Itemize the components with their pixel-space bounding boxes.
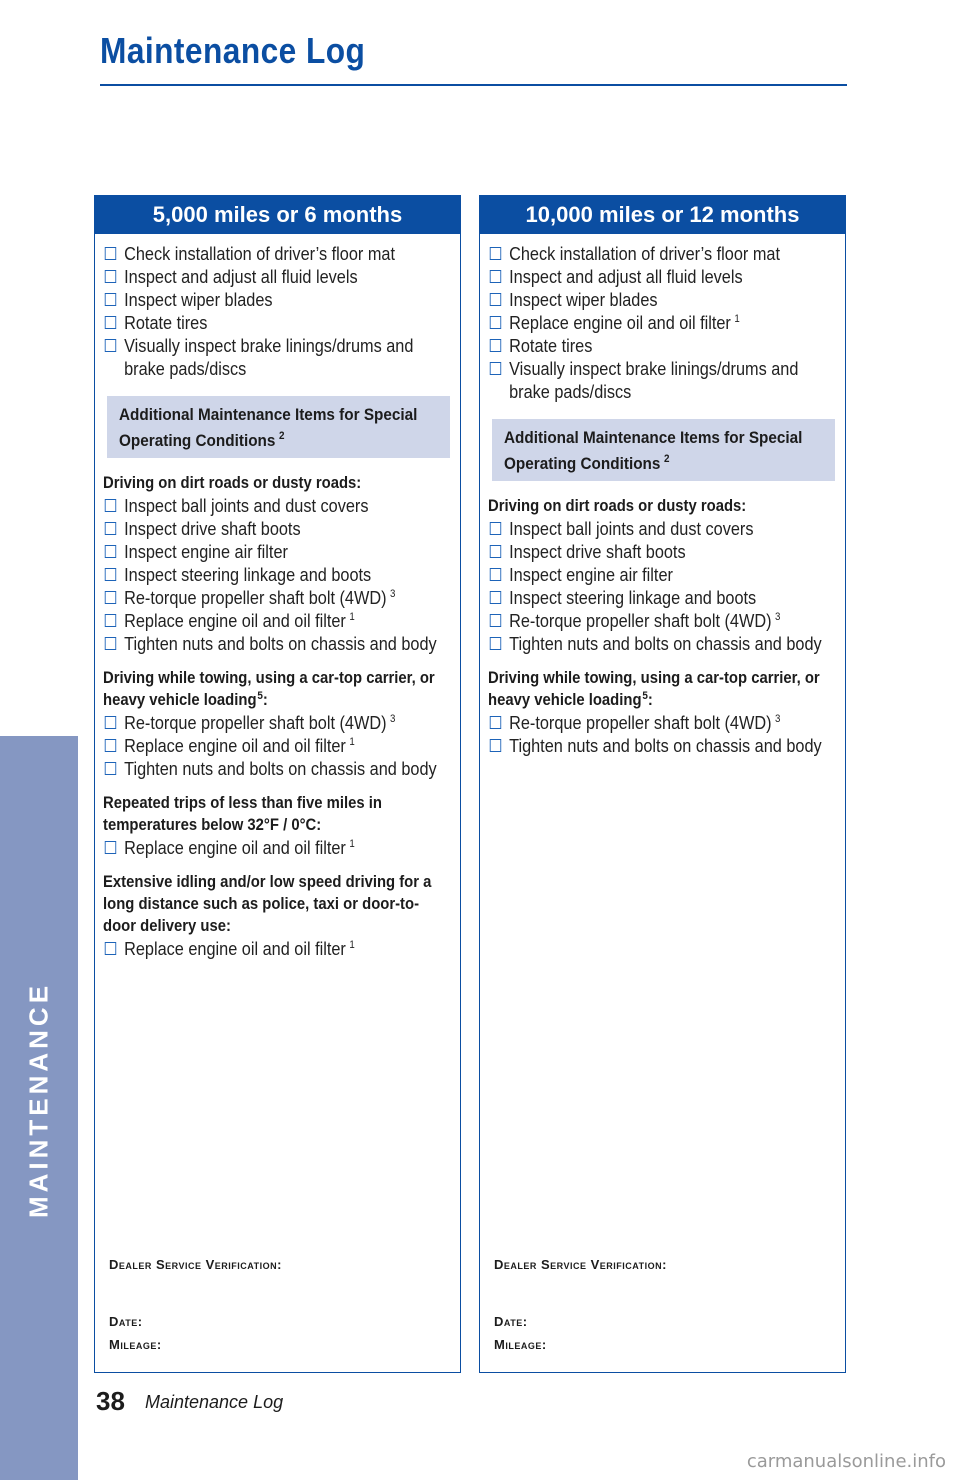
checklist-item[interactable] — [488, 711, 835, 734]
item-text-value: Tighten nuts and bolts on chassis and body — [509, 735, 822, 756]
checklist-item-label — [509, 563, 835, 586]
special-conditions-title — [119, 402, 438, 454]
footnote-ref: 1 — [349, 610, 355, 623]
checklist-item[interactable] — [488, 311, 835, 334]
condition-title: Driving while towing, using a car-top carrier, or heavy vehicle loading — [488, 669, 820, 709]
footnote-ref: 3 — [390, 712, 396, 725]
checklist-item[interactable] — [103, 632, 450, 655]
condition-heading — [103, 472, 452, 494]
item-text-value: Inspect and adjust all fluid levels — [124, 266, 358, 287]
checklist-item[interactable] — [103, 609, 450, 632]
checklist-item-label — [124, 265, 450, 288]
dealer-service-verification-label: Dealer Service Verification: — [494, 1257, 667, 1272]
title-rule — [100, 84, 847, 86]
footnote-ref: 1 — [349, 837, 355, 850]
footnote-ref: 5 — [642, 689, 648, 702]
checklist-item[interactable] — [103, 540, 450, 563]
condition-title: Extensive idling and/or low speed driving for a long distance such as police, taxi or door-to-door delivery use: — [103, 873, 432, 935]
checklist-item[interactable] — [103, 734, 450, 757]
checklist-item-label — [124, 711, 450, 734]
checklist-item-label — [509, 288, 835, 311]
checkbox-icon[interactable] — [490, 270, 501, 283]
checkbox-icon[interactable] — [105, 591, 116, 604]
item-text-value: Tighten nuts and bolts on chassis and body — [124, 758, 437, 779]
item-text-value: Visually inspect brake linings/drums and brake pads/discs — [509, 358, 799, 402]
checkbox-icon[interactable] — [490, 339, 501, 352]
checkbox-icon[interactable] — [105, 499, 116, 512]
item-text-value: Check installation of driver’s floor mat — [509, 243, 780, 264]
special-title-text: Additional Maintenance Items for Special Operating Conditions — [119, 405, 418, 450]
footnote-ref: 3 — [775, 712, 781, 725]
checklist-item[interactable] — [488, 609, 835, 632]
checklist-item-label — [124, 836, 450, 859]
condition-title-suffix: : — [647, 691, 653, 709]
item-text-value: Re-torque propeller shaft bolt (4WD) — [509, 610, 772, 631]
checklist-item-label — [509, 265, 835, 288]
checklist-item[interactable] — [488, 632, 835, 655]
item-text-value: Replace engine oil and oil filter — [124, 735, 346, 756]
item-text-value: Re-torque propeller shaft bolt (4WD) — [509, 712, 772, 733]
checklist-item-label — [124, 517, 450, 540]
page-title: Maintenance Log — [100, 30, 366, 71]
checklist-item[interactable] — [103, 311, 450, 334]
checklist-item[interactable] — [488, 540, 835, 563]
checkbox-icon[interactable] — [105, 637, 116, 650]
item-text-value: Replace engine oil and oil filter — [124, 837, 346, 858]
footer-label: Maintenance Log — [145, 1392, 284, 1412]
checklist-item[interactable] — [488, 288, 835, 311]
dealer-service-verification-label: Dealer Service Verification: — [109, 1257, 282, 1272]
checklist-item-label — [124, 609, 450, 632]
checklist-item-label — [124, 288, 450, 311]
special-conditions-title — [504, 425, 823, 477]
condition-title-suffix: : — [262, 691, 268, 709]
item-text-value: Inspect ball joints and dust covers — [509, 518, 754, 539]
condition-heading — [103, 667, 452, 711]
item-text-value: Replace engine oil and oil filter — [509, 312, 731, 333]
dealer-verification — [109, 1257, 282, 1352]
side-tab-label: MAINTENANCE — [23, 981, 54, 1219]
checklist-item-label — [124, 632, 450, 655]
checklist-item[interactable] — [103, 711, 450, 734]
date-label: Date: — [494, 1314, 528, 1329]
footnote-ref: 1 — [734, 312, 740, 325]
checklist-item-label — [124, 242, 450, 265]
condition-title: Driving on dirt roads or dusty roads: — [488, 497, 747, 515]
item-text-value: Tighten nuts and bolts on chassis and body — [509, 633, 822, 654]
checkbox-icon[interactable] — [490, 591, 501, 604]
checklist-item-label — [124, 734, 450, 757]
checklist-item-label — [124, 334, 450, 380]
special-title-text: Additional Maintenance Items for Special Operating Conditions — [504, 428, 803, 473]
checkbox-icon[interactable] — [105, 545, 116, 558]
checklist-item[interactable] — [103, 563, 450, 586]
checklist-item-label — [509, 632, 835, 655]
interval-body — [480, 234, 845, 757]
item-text-value: Re-torque propeller shaft bolt (4WD) — [124, 587, 387, 608]
checkbox-icon[interactable] — [490, 362, 501, 375]
checklist-item[interactable] — [103, 242, 450, 265]
checklist-item[interactable] — [103, 937, 450, 960]
page-number: 38 — [96, 1386, 125, 1416]
checklist-item-label — [509, 734, 835, 757]
condition-heading — [103, 871, 452, 937]
item-text-value: Check installation of driver’s floor mat — [124, 243, 395, 264]
checklist-item[interactable] — [103, 836, 450, 859]
checkbox-icon[interactable] — [105, 716, 116, 729]
condition-heading — [488, 667, 837, 711]
item-text-value: Inspect drive shaft boots — [124, 518, 301, 539]
item-text-value: Inspect steering linkage and boots — [509, 587, 757, 608]
checklist-item-label — [509, 609, 835, 632]
checklist-item[interactable] — [488, 334, 835, 357]
checklist-item[interactable] — [488, 734, 835, 757]
checkbox-icon[interactable] — [105, 316, 116, 329]
mileage-label: Mileage: — [494, 1337, 547, 1352]
checklist-item-label — [509, 242, 835, 265]
checkbox-icon[interactable] — [490, 293, 501, 306]
checkbox-icon[interactable] — [490, 637, 501, 650]
item-text-value: Replace engine oil and oil filter — [124, 938, 346, 959]
checklist-item-label — [509, 517, 835, 540]
footnote-ref: 3 — [390, 587, 396, 600]
checklist-item-label — [124, 311, 450, 334]
checkbox-icon[interactable] — [105, 739, 116, 752]
checklist-item[interactable] — [103, 334, 450, 380]
checklist-item[interactable] — [103, 265, 450, 288]
checklist-item-label — [124, 586, 450, 609]
item-text-value: Inspect wiper blades — [124, 289, 273, 310]
checkbox-icon[interactable] — [105, 247, 116, 260]
checkbox-icon[interactable] — [105, 942, 116, 955]
checklist-item[interactable] — [488, 265, 835, 288]
item-text-value: Inspect steering linkage and boots — [124, 564, 372, 585]
date-label: Date: — [109, 1314, 143, 1329]
log-column-10000 — [479, 195, 846, 1373]
log-column-5000 — [94, 195, 461, 1373]
item-text-value: Inspect drive shaft boots — [509, 541, 686, 562]
item-text-value: Inspect ball joints and dust covers — [124, 495, 369, 516]
checkbox-icon[interactable] — [490, 522, 501, 535]
footnote-ref: 2 — [279, 430, 285, 443]
checklist-item-label — [124, 494, 450, 517]
checklist-item[interactable] — [103, 517, 450, 540]
footnote-ref: 5 — [257, 689, 263, 702]
checklist-item-label — [509, 334, 835, 357]
interval-header: 10,000 miles or 12 months — [480, 196, 845, 234]
checklist-item[interactable] — [103, 288, 450, 311]
dealer-verification — [494, 1257, 667, 1352]
special-conditions-box — [107, 396, 450, 458]
checklist-item[interactable] — [488, 357, 835, 403]
condition-heading — [488, 495, 837, 517]
checklist-item[interactable] — [488, 563, 835, 586]
checkbox-icon[interactable] — [105, 762, 116, 775]
checklist-item-label — [509, 711, 835, 734]
condition-heading — [103, 792, 452, 836]
footnote-ref: 2 — [664, 453, 670, 466]
checkbox-icon[interactable] — [490, 247, 501, 260]
condition-title: Driving while towing, using a car-top carrier, or heavy vehicle loading — [103, 669, 435, 709]
checkbox-icon[interactable] — [490, 545, 501, 558]
interval-body — [95, 234, 460, 960]
checklist-item[interactable] — [488, 242, 835, 265]
checklist-item-label — [124, 563, 450, 586]
checkbox-icon[interactable] — [105, 270, 116, 283]
checkbox-icon[interactable] — [105, 568, 116, 581]
checklist-item-label — [509, 540, 835, 563]
item-text-value: Visually inspect brake linings/drums and brake pads/discs — [124, 335, 414, 379]
mileage-label: Mileage: — [109, 1337, 162, 1352]
checklist-item-label — [509, 357, 835, 403]
item-text-value: Inspect and adjust all fluid levels — [509, 266, 743, 287]
item-text-value: Inspect wiper blades — [509, 289, 658, 310]
footnote-ref: 3 — [775, 610, 781, 623]
checkbox-icon[interactable] — [490, 716, 501, 729]
checklist-item[interactable] — [103, 757, 450, 780]
interval-header: 5,000 miles or 6 months — [95, 196, 460, 234]
checklist-item[interactable] — [488, 586, 835, 609]
item-text-value: Inspect engine air filter — [124, 541, 288, 562]
checkbox-icon[interactable] — [105, 339, 116, 352]
checkbox-icon[interactable] — [105, 293, 116, 306]
checklist-item-label — [124, 757, 450, 780]
checklist-item-label — [509, 586, 835, 609]
item-text-value: Replace engine oil and oil filter — [124, 610, 346, 631]
watermark: carmanualsonline.info — [746, 1451, 946, 1472]
item-text-value: Rotate tires — [124, 312, 208, 333]
checklist-item-label — [124, 540, 450, 563]
checkbox-icon[interactable] — [490, 614, 501, 627]
checklist-item[interactable] — [488, 517, 835, 540]
checkbox-icon[interactable] — [490, 316, 501, 329]
checklist-item[interactable] — [103, 494, 450, 517]
checkbox-icon[interactable] — [490, 568, 501, 581]
checkbox-icon[interactable] — [105, 522, 116, 535]
checklist-item-label — [509, 311, 835, 334]
footnote-ref: 1 — [349, 735, 355, 748]
checklist-item[interactable] — [103, 586, 450, 609]
footnote-ref: 1 — [349, 938, 355, 951]
checklist-item-label — [124, 937, 450, 960]
item-text-value: Re-torque propeller shaft bolt (4WD) — [124, 712, 387, 733]
condition-title: Driving on dirt roads or dusty roads: — [103, 474, 362, 492]
item-text-value: Rotate tires — [509, 335, 593, 356]
item-text-value: Tighten nuts and bolts on chassis and body — [124, 633, 437, 654]
checkbox-icon[interactable] — [490, 739, 501, 752]
condition-title: Repeated trips of less than five miles in temperatures below 32°F / 0°C: — [103, 794, 382, 834]
special-conditions-box — [492, 419, 835, 481]
item-text-value: Inspect engine air filter — [509, 564, 673, 585]
checkbox-icon[interactable] — [105, 614, 116, 627]
checkbox-icon[interactable] — [105, 841, 116, 854]
